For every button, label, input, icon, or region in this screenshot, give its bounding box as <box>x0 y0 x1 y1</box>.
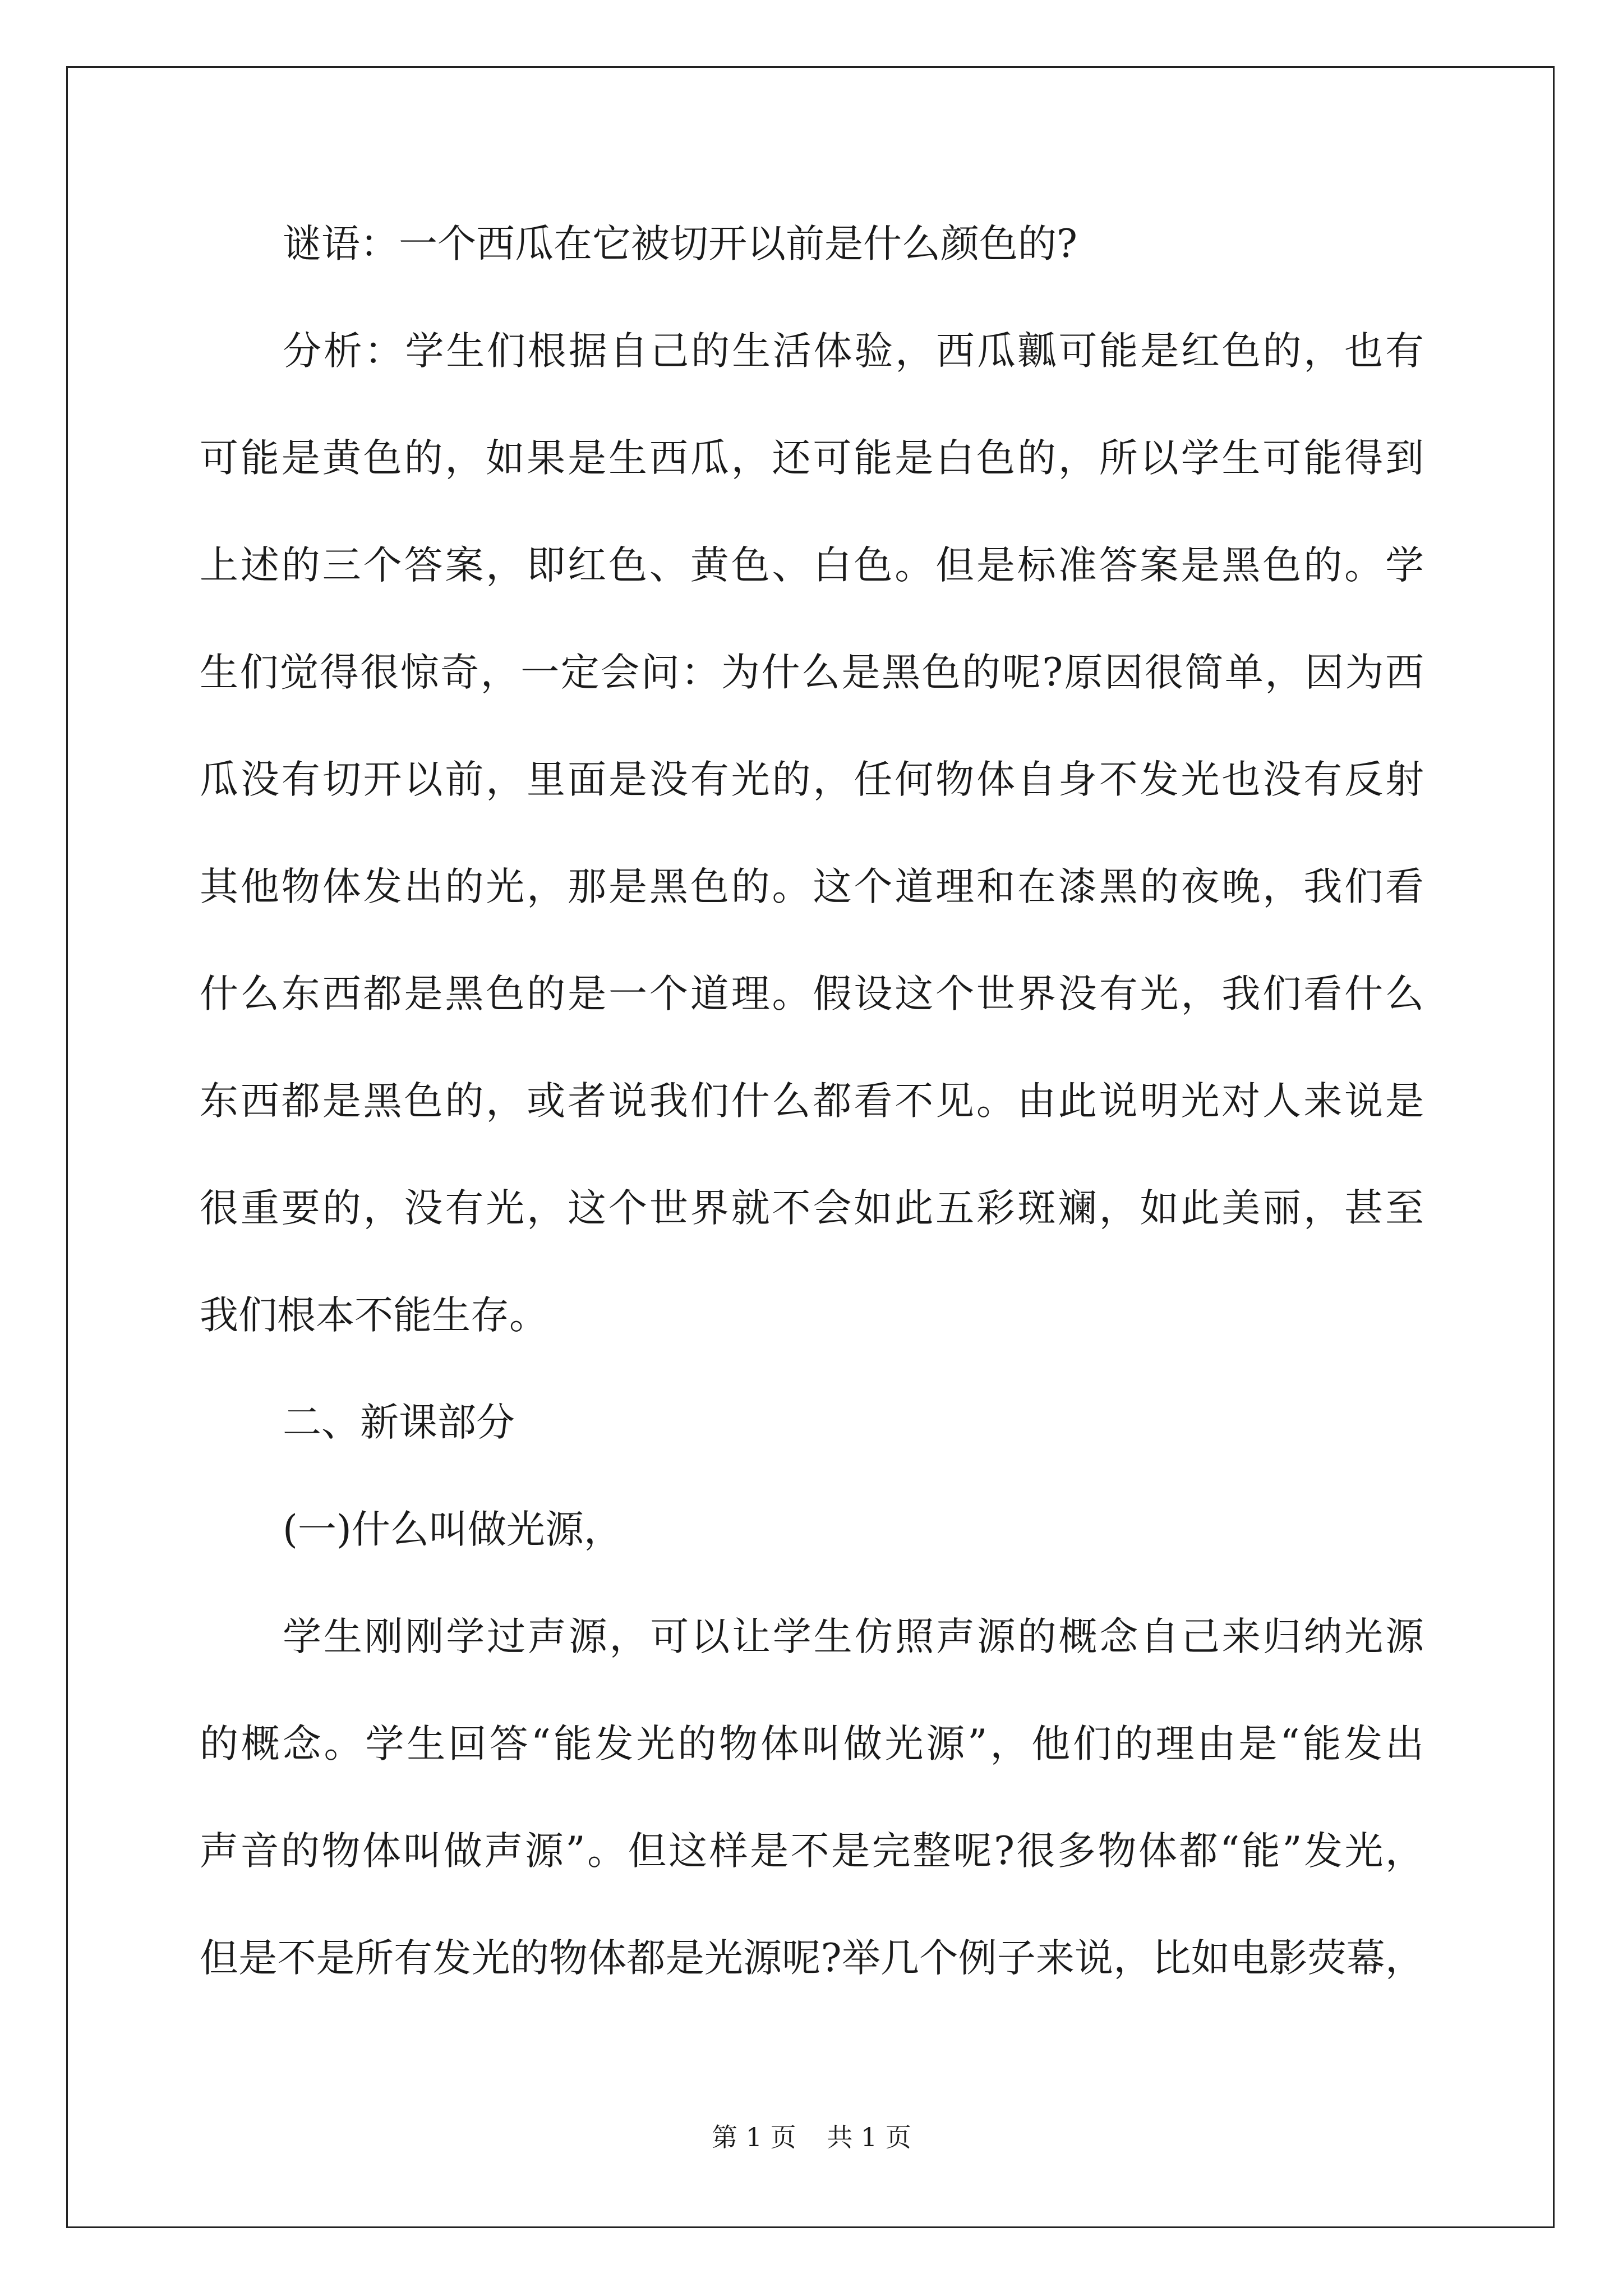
page-total: 共 1 页 <box>827 2122 911 2152</box>
text-line: 瓜没有切开以前，里面是没有光的，任何物体自身不发光也没有反射 <box>200 757 1424 802</box>
text-line: 其他物体发出的光，那是黑色的。这个道理和在漆黑的夜晚，我们看 <box>200 864 1424 909</box>
page-footer <box>0 2120 1623 2154</box>
text-line: 我们根本不能生存。 <box>200 1293 548 1338</box>
subsection-heading: (一)什么叫做光源， <box>283 1507 623 1552</box>
text-line: 声音的物体叫做声源”。但这样是不是完整呢?很多物体都“能”发光， <box>200 1829 1424 1874</box>
text-line: 学生刚刚学过声源，可以让学生仿照声源的概念自己来归纳光源 <box>283 1614 1424 1659</box>
text-line: 什么东西都是黑色的是一个道理。假设这个世界没有光，我们看什么 <box>200 972 1424 1016</box>
text-line: 但是不是所有发光的物体都是光源呢?举几个例子来说，比如电影荧幕， <box>200 1936 1424 1981</box>
text-line: 谜语：一个西瓜在它被切开以前是什么颜色的? <box>283 222 1077 266</box>
text-line: 东西都是黑色的，或者说我们什么都看不见。由此说明光对人来说是 <box>200 1079 1424 1124</box>
document-body <box>200 218 1424 2039</box>
page-number: 第 1 页 <box>712 2122 796 2152</box>
text-line: 的概念。学生回答“能发光的物体叫做光源”，他们的理由是“能发出 <box>200 1722 1424 1766</box>
text-line: 可能是黄色的，如果是生西瓜，还可能是白色的，所以学生可能得到 <box>200 436 1424 481</box>
section-heading: 二、新课部分 <box>283 1400 515 1445</box>
text-line: 分析：学生们根据自己的生活体验，西瓜瓤可能是红色的，也有 <box>283 329 1424 374</box>
text-line: 上述的三个答案，即红色、黄色、白色。但是标准答案是黑色的。学 <box>200 543 1424 588</box>
text-line: 生们觉得很惊奇，一定会问：为什么是黑色的呢?原因很简单，因为西 <box>200 650 1424 695</box>
text-line: 很重要的，没有光，这个世界就不会如此五彩斑斓，如此美丽，甚至 <box>200 1186 1424 1231</box>
